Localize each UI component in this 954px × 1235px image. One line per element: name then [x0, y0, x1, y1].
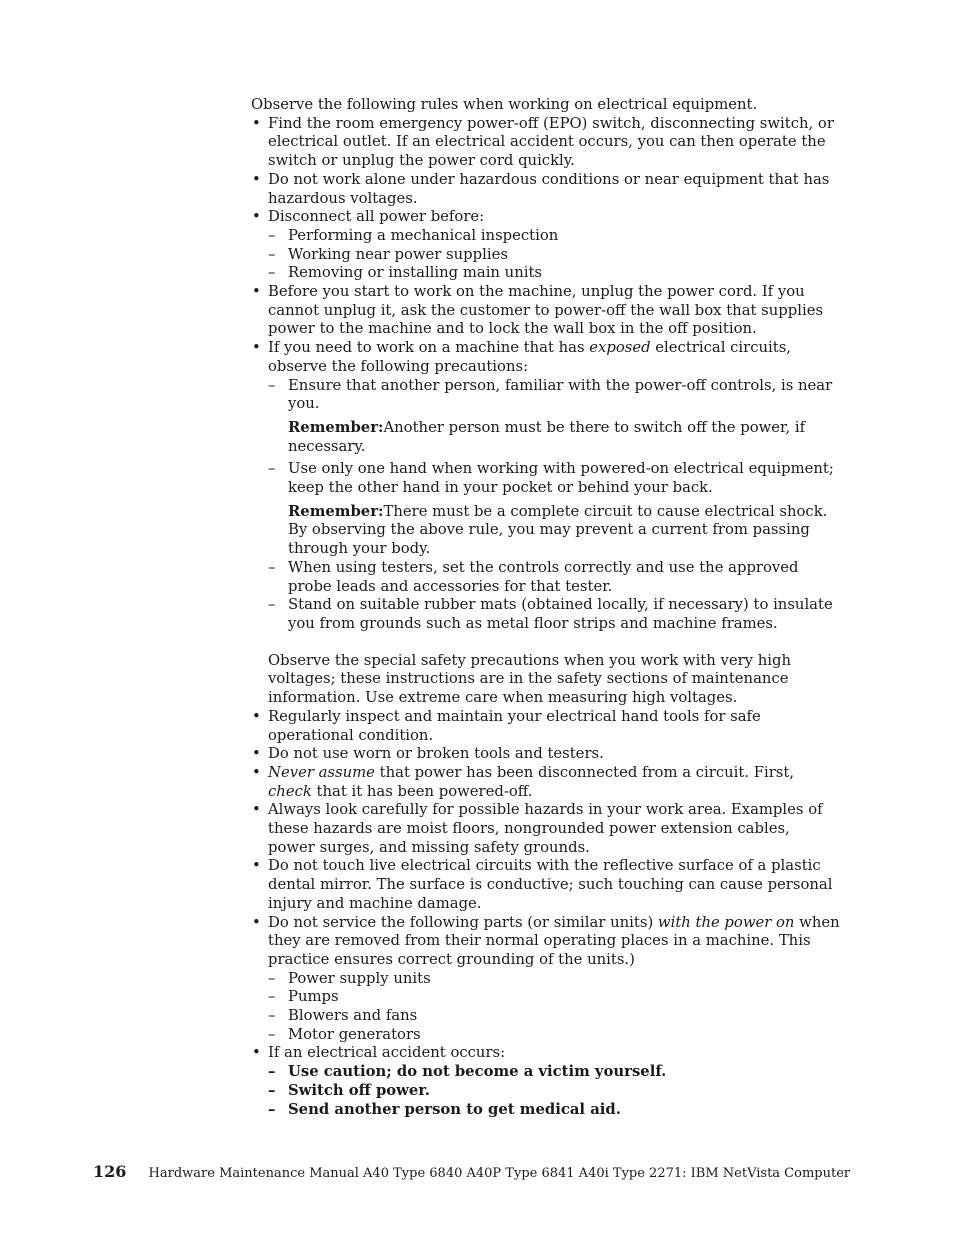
text-run: electrical circuits, observe the following precautions: [268, 339, 792, 375]
sub-list-item-text: Stand on suitable rubber mats (obtained locally, if necessary) to insulate you from grounds such as metal floor strips and machine frames. [288, 596, 833, 632]
list-item-text: Regularly inspect and maintain your electrical hand tools for safe operational condition. [268, 707, 761, 744]
bullet-marker: • [252, 857, 261, 875]
bullet-marker: • [252, 208, 261, 226]
sub-list-item-text: Pumps [288, 988, 339, 1006]
emphasis-text: Never assume [268, 763, 375, 781]
sub-list-item-text: Power supply units [288, 969, 431, 987]
list-item-text: Always look carefully for possible hazards in your work area. Examples of these hazards are moist floors, nongrounded power extension cables, power surges, and missing safety grounds. [268, 801, 823, 856]
rules-list [251, 115, 841, 634]
sub-list-item [268, 1101, 841, 1120]
sub-list-item [268, 227, 841, 246]
sub-list-item [268, 1063, 841, 1082]
sub-list-item-text: Motor generators [288, 1025, 421, 1043]
dash-marker: – [268, 1025, 276, 1043]
list-item [251, 708, 841, 745]
page-footer [93, 1162, 850, 1184]
list-item [251, 857, 841, 913]
sub-list-item [268, 559, 841, 596]
sub-list [268, 1063, 841, 1119]
text-run: Do not service the following parts (or similar units) [268, 913, 658, 931]
list-item [251, 914, 841, 1045]
text-run: that it has been powered-off. [311, 782, 533, 800]
list-item [251, 115, 841, 171]
list-item [251, 171, 841, 208]
list-item-text [268, 914, 840, 968]
sub-list [268, 970, 841, 1045]
bullet-marker: • [252, 801, 261, 819]
list-item-text: If an electrical accident occurs: [268, 1044, 506, 1062]
sub-list-item-text: Ensure that another person, familiar with the power-off controls, is near you. [288, 376, 833, 413]
remember-label: Remember: [288, 418, 384, 436]
page-content [251, 96, 841, 1119]
dash-marker: – [268, 596, 276, 614]
bullet-marker: • [252, 763, 261, 781]
sub-list-item [268, 1007, 841, 1026]
list-item [251, 801, 841, 857]
spacer [251, 634, 841, 652]
sub-list-item-text: Removing or installing main units [288, 264, 542, 282]
dash-marker: – [268, 264, 276, 282]
list-item-text [268, 339, 791, 375]
list-item-text: Do not use worn or broken tools and testers. [268, 745, 604, 763]
bullet-marker: • [252, 170, 261, 188]
special-precautions-paragraph: Observe the special safety precautions when you work with very high voltages; these instructions are in the safety sections of maintenance information. Use extreme care when measuring high voltages. [268, 651, 791, 707]
list-item-text: Before you start to work on the machine, unplug the power cord. If you cannot unplug it, ask the customer to power-off the wall box that supplies power to the machine and to lock the wall box in the off position. [268, 283, 824, 338]
list-item [251, 745, 841, 764]
sub-list-item [268, 596, 841, 633]
list-item-text [268, 764, 794, 800]
sub-list-item [268, 460, 841, 559]
dash-marker: – [268, 558, 276, 576]
bullet-marker: • [252, 745, 261, 763]
remember-text: Another person must be there to switch off the power, if necessary. [288, 418, 806, 455]
sub-list-item [268, 1026, 841, 1045]
list-item [251, 208, 841, 283]
dash-marker: – [268, 969, 276, 987]
sub-list-item-text: Working near power supplies [288, 245, 508, 263]
remember-label: Remember: [288, 502, 384, 520]
bullet-marker: • [252, 114, 261, 132]
emphasis-text: exposed [589, 339, 651, 357]
list-item-text: Do not touch live electrical circuits with the reflective surface of a plastic dental mirror. The surface is conductive; such touching can cause personal injury and machine damage. [268, 857, 833, 912]
remember-text: There must be a complete circuit to cause electrical shock. By observing the above rule, you may prevent a current from passing through your body. [288, 502, 828, 558]
list-item-text: Do not work alone under hazardous conditions or near equipment that has hazardous voltages. [268, 170, 830, 207]
bullet-marker: • [252, 1044, 261, 1062]
dash-marker: – [268, 1100, 276, 1118]
dash-marker: – [268, 1063, 276, 1081]
list-item [251, 764, 841, 801]
list-item-text: Disconnect all power before: [268, 208, 485, 226]
dash-marker: – [268, 460, 276, 478]
sub-list-item [268, 988, 841, 1007]
intro-paragraph: Observe the following rules when working on electrical equipment. [251, 96, 758, 113]
rules-list-continued [251, 708, 841, 1119]
remember-note [288, 503, 841, 559]
text-run: when they are removed from their normal operating places in a machine. This practice ensures correct grounding of the units.) [268, 913, 840, 968]
page-number: 126 [93, 1162, 127, 1181]
sub-list-item [268, 264, 841, 283]
sub-list-item-text: Use only one hand when working with powered-on electrical equipment; keep the other hand in your pocket or behind your back. [288, 460, 834, 497]
sub-list-item-text: Blowers and fans [288, 1007, 418, 1025]
dash-marker: – [268, 1081, 276, 1099]
dash-marker: – [268, 376, 276, 394]
list-item [251, 1044, 841, 1119]
dash-marker: – [268, 245, 276, 263]
sub-list-item-text: Performing a mechanical inspection [288, 226, 559, 244]
emphasis-text: with the power on [657, 913, 795, 931]
sub-list-item [268, 246, 841, 265]
text-run: If you need to work on a machine that has [268, 339, 590, 357]
sub-list [268, 227, 841, 283]
footer-title: Hardware Maintenance Manual A40 Type 6840 A40P Type 6841 A40i Type 2271: IBM NetVista Computer [148, 1166, 851, 1181]
text-run: that power has been disconnected from a circuit. First, [374, 763, 795, 781]
sub-list-item-text: Send another person to get medical aid. [288, 1100, 621, 1118]
sub-list-item-text: Use caution; do not become a victim yourself. [288, 1063, 667, 1081]
sub-list-item [268, 970, 841, 989]
bullet-marker: • [252, 283, 261, 301]
list-item [251, 283, 841, 339]
emphasis-text: check [268, 782, 312, 800]
dash-marker: – [268, 1007, 276, 1025]
bullet-marker: • [252, 339, 261, 357]
sub-list-item-text: When using testers, set the controls correctly and use the approved probe leads and accessories for that tester. [288, 558, 799, 595]
dash-marker: – [268, 988, 276, 1006]
bullet-marker: • [252, 707, 261, 725]
remember-note [288, 419, 841, 456]
list-item-text: Find the room emergency power-off (EPO) switch, disconnecting switch, or electrical outlet. If an electrical accident occurs, you can then operate the switch or unplug the power cord quickly. [268, 114, 834, 170]
bullet-marker: • [252, 913, 261, 931]
sub-list-item-text: Switch off power. [288, 1081, 430, 1099]
sub-list-item [268, 1082, 841, 1101]
sub-list-item [268, 377, 841, 457]
dash-marker: – [268, 226, 276, 244]
list-item [251, 339, 841, 634]
sub-list [268, 377, 841, 634]
